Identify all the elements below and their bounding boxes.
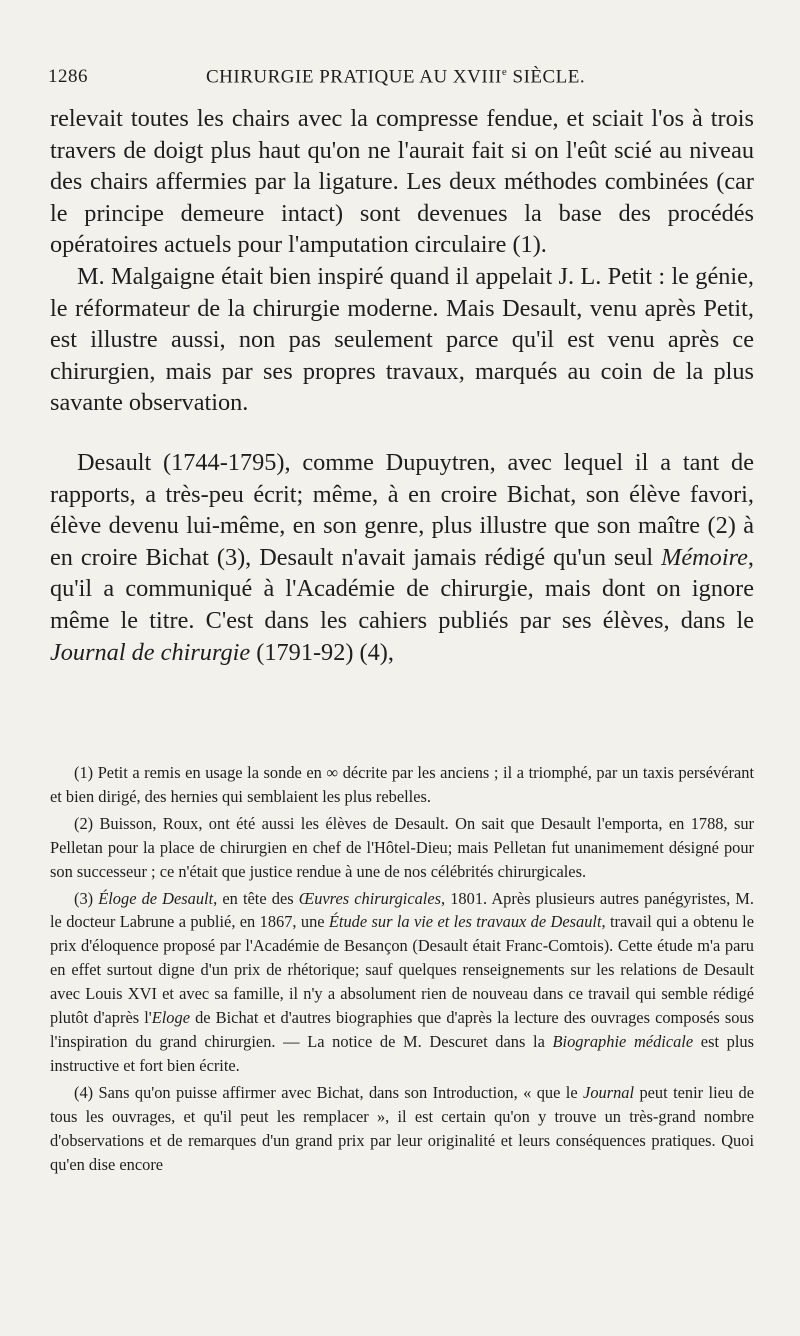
footnote-4: (4) Sans qu'on puisse affirmer avec Bichat, dans son Introduction, « que le Journal peut tenir lieu de tous les ouvrages, et qu'il peut les remplacer », il est certain qu'on y trouve un très-grand nombre d'observations et de remarques d'un grand prix par leur originalité et leurs conséquences pratiques. Quoi qu'en dise encore — [50, 1082, 754, 1174]
running-title: CHIRURGIE PRATIQUE AU XVIIIe SIÈCLE. — [206, 66, 586, 88]
footnote-2: (2) Buisson, Roux, ont été aussi les élèves de Desault. On sait que Desault l'emporta, en 1788, sur Pelletan pour la place de chirurgien en chef de l'Hôtel-Dieu; mais Pelletan fut unanimement désigné pour son successeur ; ce n'était que justice rendue à une de nos célébrités chirurgicales. — [50, 813, 754, 881]
memoire-italic: Mémoire — [661, 543, 748, 571]
paragraph-2: M. Malgaigne était bien inspiré quand il appelait J. L. Petit : le génie, le réformateur de la chirurgie moderne. Mais Desault, venu après Petit, est illustre aussi, non pas seulement parce qu'il est venu après ce chirurgien, mais par ses propres travaux, marqués au coin de la plus savante observation. — [50, 262, 754, 417]
paragraph-3: Desault (1744-1795), comme Dupuytren, avec lequel il a tant de rapports, a très-peu écrit; même, à en croire Bichat, son élève favori, élève devenu lui-même, en son genre, plus illustre que son maître (2) à en croire Bichat (3), Desault n'avait jamais rédigé qu'un seul Mémoire, qu'il a communiqué à l'Académie de chirurgie, mais dont on ignore même le titre. C'est dans les cahiers publiés par ses élèves, dans le Journal de chirurgie (1791-92) (4), — [50, 448, 754, 666]
journal-title-italic: Journal de chirurgie — [50, 638, 251, 666]
footnote-3: (3) Éloge de Desault, en tête des Œuvres chirurgicales, 1801. Après plusieurs autres panégyristes, M. le docteur Labrune a publié, en 1867, une Étude sur la vie et les travaux de Desault, travail qui a obtenu le prix d'éloquence proposé par l'Académie de Besançon (Desault était Franc-Comtois). Cette étude m'a paru en effet surtout digne d'un prix de rhétorique; sauf quelques renseignements sur les relations de Desault avec Louis XVI et avec sa famille, il n'y a absolument rien de nouveau dans ce travail qui semble rédigé plutôt d'après l'Eloge de Bichat et d'autres biographies que d'après la lecture des ouvrages composés sous l'inspiration du grand chirurgien. — La notice de M. Descuret dans la Biographie médicale est plus instructive et fort bien écrite. — [50, 888, 754, 1075]
footnote-1: (1) Petit a remis en usage la sonde en ∞ décrite par les anciens ; il a triomphé, par un taxis persévérant et bien dirigé, des hernies qui semblaient les plus rebelles. — [50, 763, 754, 806]
page-number: 1286 — [48, 66, 88, 87]
paragraph-1: relevait toutes les chairs avec la compresse fendue, et sciait l'os à trois travers de doigt plus haut qu'on ne l'aurait fait si on l'eût scié au niveau des chairs affermies par la ligature. Les deux méthodes combinées (car le principe demeure intact) sont devenues la base des procédés opératoires actuels pour l'amputation circulaire (1). — [50, 105, 754, 259]
main-text — [50, 103, 754, 668]
footnotes — [50, 761, 754, 1179]
